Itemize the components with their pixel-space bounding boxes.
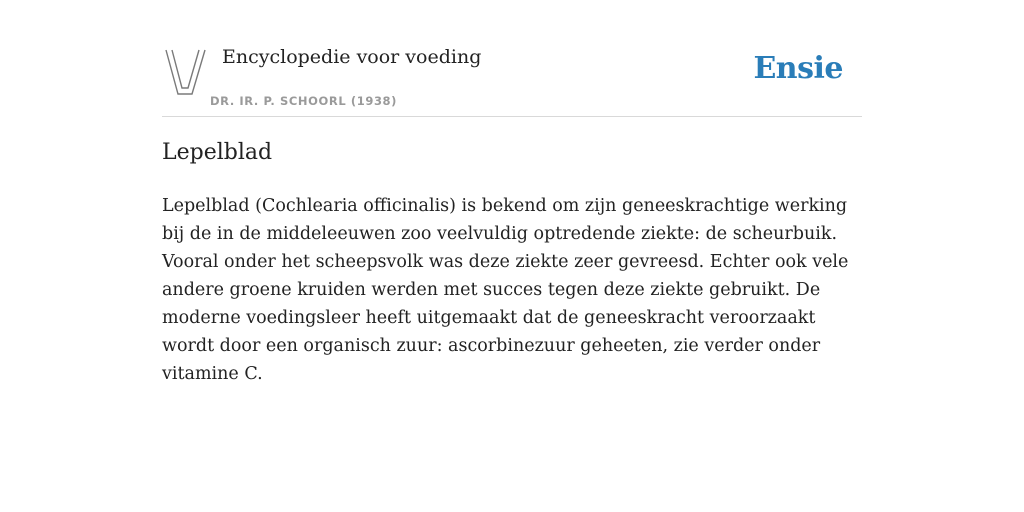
- book-author: DR. IR. P. SCHOORL (1938): [210, 94, 398, 108]
- v-logo-icon[interactable]: [165, 48, 207, 96]
- entry-title: Lepelblad: [162, 140, 273, 165]
- book-title[interactable]: Encyclopedie voor voeding: [222, 46, 482, 68]
- entry-body: Lepelblad (Cochlearia officinalis) is bekend om zijn geneeskrachtige werking bij de in de middeleeuwen zoo veelvuldig optredende ziekte: de scheurbuik. Vooral onder het scheepsvolk was deze ziekte zeer gevreesd. Echter ook vele andere groene kruiden werden met succes tegen deze ziekte gebruikt. De moderne voedingsleer heeft uitgemaakt dat de geneeskracht veroorzaakt wordt door een organisch zuur: ascorbinezuur geheeten, zie verder onder vitamine C.: [162, 196, 849, 384]
- brand-logo[interactable]: Ensie: [753, 51, 843, 86]
- header: [162, 40, 862, 117]
